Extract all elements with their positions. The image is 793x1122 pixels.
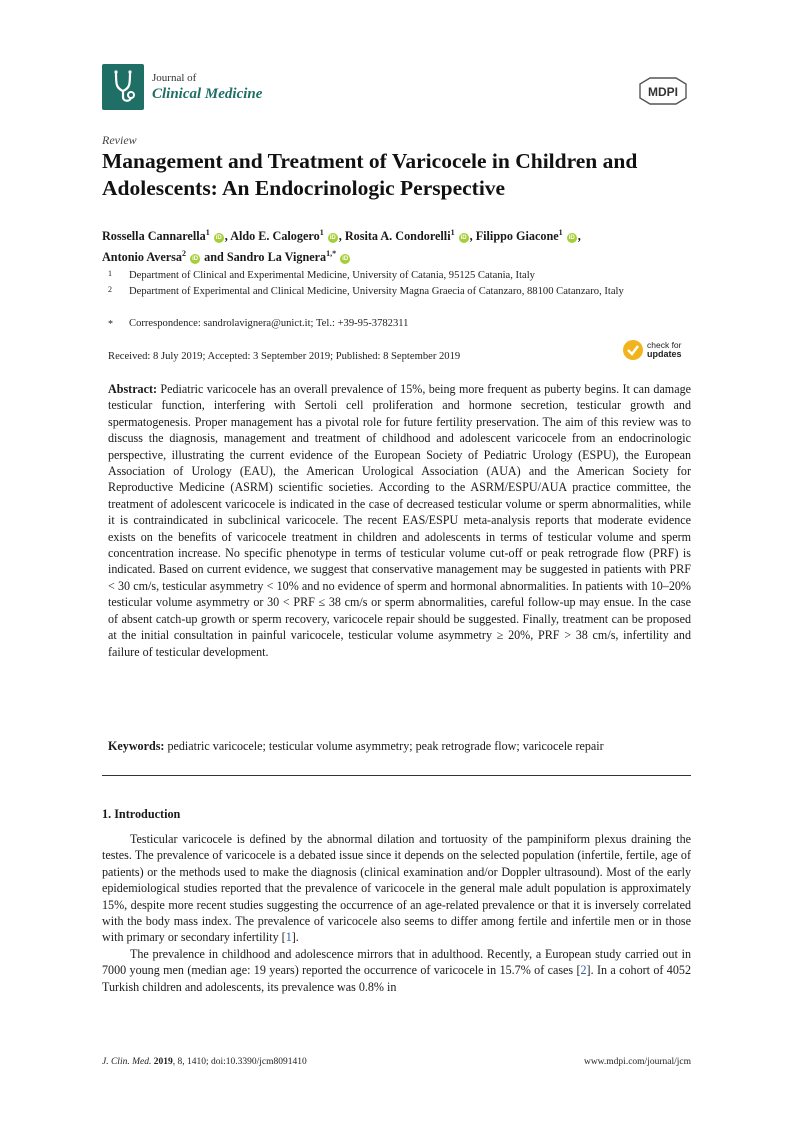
check-updates-line2: updates [647,349,682,359]
author[interactable]: Filippo Giacone [475,229,559,244]
paragraph: The prevalence in childhood and adolescence mirrors that in adulthood. Recently, a European study carried out in 7000 young men (median age: 19 years) reported the occurrence of varicocele in 15.7% of cases [2]. In a cohort of 4052 Turkish children and adolescents, its prevalence was 0.8% in [102,946,691,994]
orcid-icon[interactable]: iD [342,256,349,263]
orcid-icon[interactable]: iD [460,235,467,242]
abstract [108,381,691,660]
orcid-icon[interactable]: iD [329,235,336,242]
author[interactable]: Antonio Aversa [102,250,183,265]
svg-text:MDPI: MDPI [648,85,678,99]
abstract-text: Pediatric varicocele has an overall prevalence of 15%, being more frequent as puberty begins. It can damage testicular function, interfering with Sertoli cell proliferation and hormone secretion, testicular growth and spermatogenesis. Proper management has a pivotal role for future fertility preservation. The aim of this review was to discuss the diagnosis, management and treatment of childhood and adolescent varicocele from an endocrinologic perspective, illustrating the current evidence of the European Society of Pediatric Urology (ESPU), the European Association of Urology (EAU), the American Urological Association (AUA) and the American Society for Reproductive Medicine (ASRM) scientific societies. According to the ASRM/ESPU/AUA practice committee, the treatment of adolescent varicocele is indicated in the case of decreased testicular volume or sperm abnormalities, while it is contraindicated in subclinical varicocele. The recent EAS/ESPU meta-analysis reports that moderate evidence exists on the benefits of varicocele treatment in children and adolescents in terms of testicular volume and sperm concentration increase. No specific phenotype in terms of testicular volume cut-off or peak retrograde flow (PRF) is indicated. Based on current evidence, we suggest that conservative management may be suggested in patients with PRF < 30 cm/s, testicular asymmetry < 10% and no evidence of sperm and hormonal abnormalities. In patients with 10–20% testicular volume asymmetry or 30 < PRF ≤ 38 cm/s or sperm abnormalities, careful follow-up may ensue. In the case of absent catch-up growth or sperm recovery, varicocele repair should be suggested. Finally, treatment can be proposed at the initial consultation in painful varicocele, testicular volume asymmetry ≥ 20%, PRF > 38 cm/s, infertility and failure of testicular development. [108,382,691,659]
keywords [108,739,708,754]
check-updates-button[interactable] [623,339,693,363]
body-text [102,831,691,995]
article-type: Review [102,133,137,147]
check-updates-icon [623,340,643,360]
orcid-icon[interactable]: iD [215,235,222,242]
orcid-icon[interactable]: iD [568,235,575,242]
abstract-label: Abstract: [108,382,158,396]
keywords-text: pediatric varicocele; testicular volume asymmetry; peak retrograde flow; varicocele repair [167,739,604,753]
authors-joiner: and [204,250,224,265]
keywords-label: Keywords: [108,739,165,753]
orcid-icon[interactable]: iD [192,256,199,263]
section-heading: 1. Introduction [102,807,181,821]
divider [102,775,691,776]
check-updates-line1: check for [647,340,682,350]
author[interactable]: Rossella Cannarella [102,229,206,244]
citation-footer: J. Clin. Med. 2019, 8, 1410; doi:10.3390/jcm8091410 [102,1057,307,1067]
article-title: Management and Treatment of Varicocele in Children and Adolescents: An Endocrinologic Perspective [102,149,638,200]
journal-name: Clinical Medicine [152,86,263,102]
author[interactable]: Sandro La Vignera [226,250,327,265]
author[interactable]: Aldo E. Calogero [230,229,320,244]
citation-link[interactable]: 1 [285,930,292,945]
journal-of-label: Journal of [152,72,197,84]
citation-link[interactable]: 2 [580,963,587,978]
author-list: Rossella Cannarella$^1$ iD , Aldo E. Calogero$^1$ iD , Rosita A. Condorelli$^1$ iD , Filippo Giacone$^1$ iD , Antonio Aversa$^2$ iD and Sandro La Vignera$^{1,*}$ iD [102,228,581,265]
mdpi-logo-icon[interactable] [636,76,690,106]
journal-logo-icon [102,64,144,110]
author[interactable]: Rosita A. Condorelli [344,229,451,244]
publication-dates: Received: 8 July 2019; Accepted: 3 September 2019; Published: 8 September 2019 [108,351,461,362]
journal-url[interactable]: www.mdpi.com/journal/jcm [583,1057,691,1067]
paragraph: Testicular varicocele is defined by the abnormal dilation and tortuosity of the pampiniform plexus draining the testes. The prevalence of varicocele is a debated issue since it depends on the selected population (infertile, fertile, age of patients) or the methods used to make the diagnosis (clinical examination and/or Doppler ultrasound). Most of the early epidemiological studies reported that the prevalence of varicocele in the general male adult population is approximately 15%, despite more recent studies suggesting the occurrence of an age-related prevalence or that it is inversely correlated with the body mass index. The prevalence of varicocele also seems to differ among fertile and infertile men or in those with primary or secondary infertility [1]. [102,832,691,945]
